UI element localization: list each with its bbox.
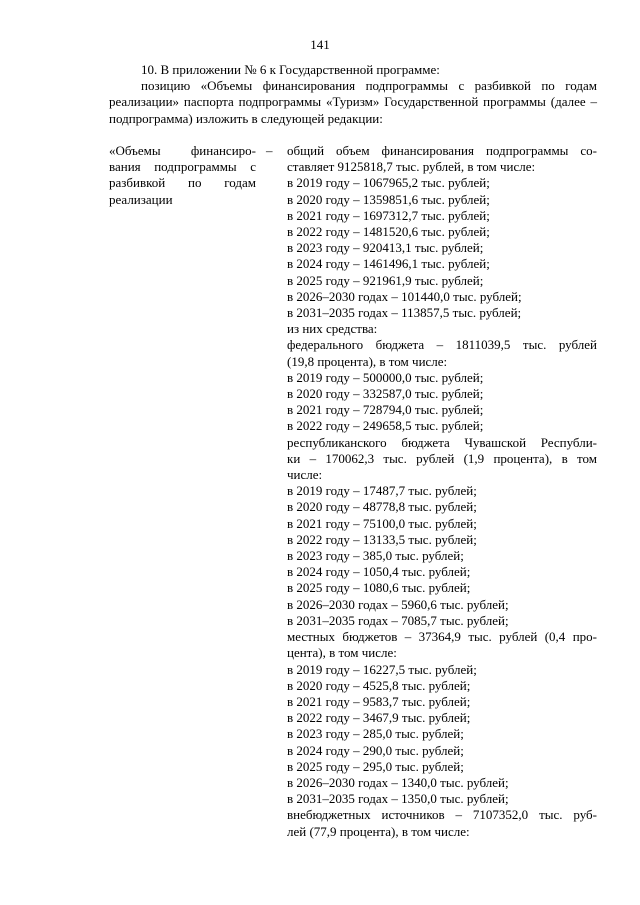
funding-line: в 2022 году – 3467,9 тыс. рублей; <box>287 710 471 726</box>
funding-line: общий объем финансирования подпрограммы со- <box>287 143 597 158</box>
funding-line: в 2026–2030 годах – 101440,0 тыс. рублей; <box>287 288 522 304</box>
position-title-line: вания подпрограммы с <box>109 159 256 175</box>
funding-line: федерального бюджета – 1811039,5 тыс. рублей <box>287 337 597 353</box>
funding-line: в 2024 году – 1461496,1 тыс. рублей; <box>287 256 490 272</box>
funding-line: в 2031–2035 годах – 1350,0 тыс. рублей; <box>287 791 509 807</box>
funding-line: из них средства: <box>287 321 378 337</box>
funding-line: в 2020 году – 332587,0 тыс. рублей; <box>287 386 484 402</box>
page-number: 141 <box>310 37 330 52</box>
funding-line: в 2020 году – 4525,8 тыс. рублей; <box>287 677 471 693</box>
funding-line: в 2019 году – 1067965,2 тыс. рублей; <box>287 175 490 191</box>
intro-paragraph-line: реализации» паспорта подпрограммы «Туризм» Государственной программы <box>109 94 546 110</box>
funding-line: в 2021 году – 728794,0 тыс. рублей; <box>287 402 484 418</box>
funding-line: в 2023 году – 285,0 тыс. рублей; <box>287 726 464 742</box>
intro-section <box>109 62 597 127</box>
intro-paragraph <box>109 78 597 127</box>
funding-line: в 2025 году – 1080,6 тыс. рублей; <box>287 580 471 596</box>
funding-line: внебюджетных источников – 7107352,0 тыс. руб- <box>287 807 597 823</box>
funding-line: числе: <box>287 467 323 483</box>
funding-line: в 2024 году – 1050,4 тыс. рублей; <box>287 564 471 580</box>
funding-line: в 2020 году – 1359851,6 тыс. рублей; <box>287 191 490 207</box>
funding-line: местных бюджетов – 37364,9 тыс. рублей (0,4 про- <box>287 629 597 645</box>
position-title-line: разбивкой по годам <box>109 175 256 191</box>
funding-line: в 2021 году – 1697312,7 тыс. рублей; <box>287 207 490 223</box>
position-title-line: реализации <box>109 191 173 207</box>
funding-line: в 2022 году – 1481520,6 тыс. рублей; <box>287 224 490 240</box>
funding-line: в 2023 году – 385,0 тыс. рублей; <box>287 548 464 564</box>
funding-line: в 2022 году – 249658,5 тыс. рублей; <box>287 418 484 434</box>
position-title <box>109 143 256 208</box>
funding-line: в 2019 году – 500000,0 тыс. рублей; <box>287 369 484 385</box>
funding-line: в 2021 году – 9583,7 тыс. рублей; <box>287 693 471 709</box>
funding-line: (19,8 процента), в том числе: <box>287 353 448 369</box>
funding-line: в 2021 году – 75100,0 тыс. рублей; <box>287 515 477 531</box>
intro-paragraph-line: позицию «Объемы финансирования подпрограммы с разбивкой по годам <box>141 78 597 94</box>
funding-line: в 2024 году – 290,0 тыс. рублей; <box>287 742 464 758</box>
funding-line: в 2031–2035 годах – 7085,7 тыс. рублей; <box>287 612 509 628</box>
funding-line: в 2022 году – 13133,5 тыс. рублей; <box>287 531 477 547</box>
intro-paragraph-line: (далее – подпрограмма) изложить в следующей редакции: <box>109 94 598 126</box>
funding-line: ставляет 9125818,7 тыс. рублей, в том числе: <box>287 159 536 175</box>
funding-line: лей (77,9 процента), в том числе: <box>287 823 470 839</box>
funding-line: в 2031–2035 годах – 113857,5 тыс. рублей; <box>287 305 522 321</box>
separator-dash: – <box>266 143 273 158</box>
funding-line: в 2025 году – 921961,9 тыс. рублей; <box>287 272 484 288</box>
funding-line: республиканского бюджета Чувашской Республи- <box>287 434 597 450</box>
funding-details <box>287 143 597 840</box>
funding-line: в 2025 году – 295,0 тыс. рублей; <box>287 758 464 774</box>
funding-line: в 2020 году – 48778,8 тыс. рублей; <box>287 499 477 515</box>
funding-line: в 2023 году – 920413,1 тыс. рублей; <box>287 240 484 256</box>
funding-line: в 2026–2030 годах – 5960,6 тыс. рублей; <box>287 596 509 612</box>
funding-line: цента), в том числе: <box>287 645 397 661</box>
funding-line: в 2019 году – 17487,7 тыс. рублей; <box>287 483 477 499</box>
funding-line: ки – 170062,3 тыс. рублей (1,9 процента), в том <box>287 450 597 466</box>
intro-item: 10. В приложении № 6 к Государственной программе: <box>141 62 440 77</box>
funding-line: в 2026–2030 годах – 1340,0 тыс. рублей; <box>287 774 509 790</box>
position-title-line: «Объемы финансиро- <box>109 143 256 158</box>
funding-line: в 2019 году – 16227,5 тыс. рублей; <box>287 661 477 677</box>
